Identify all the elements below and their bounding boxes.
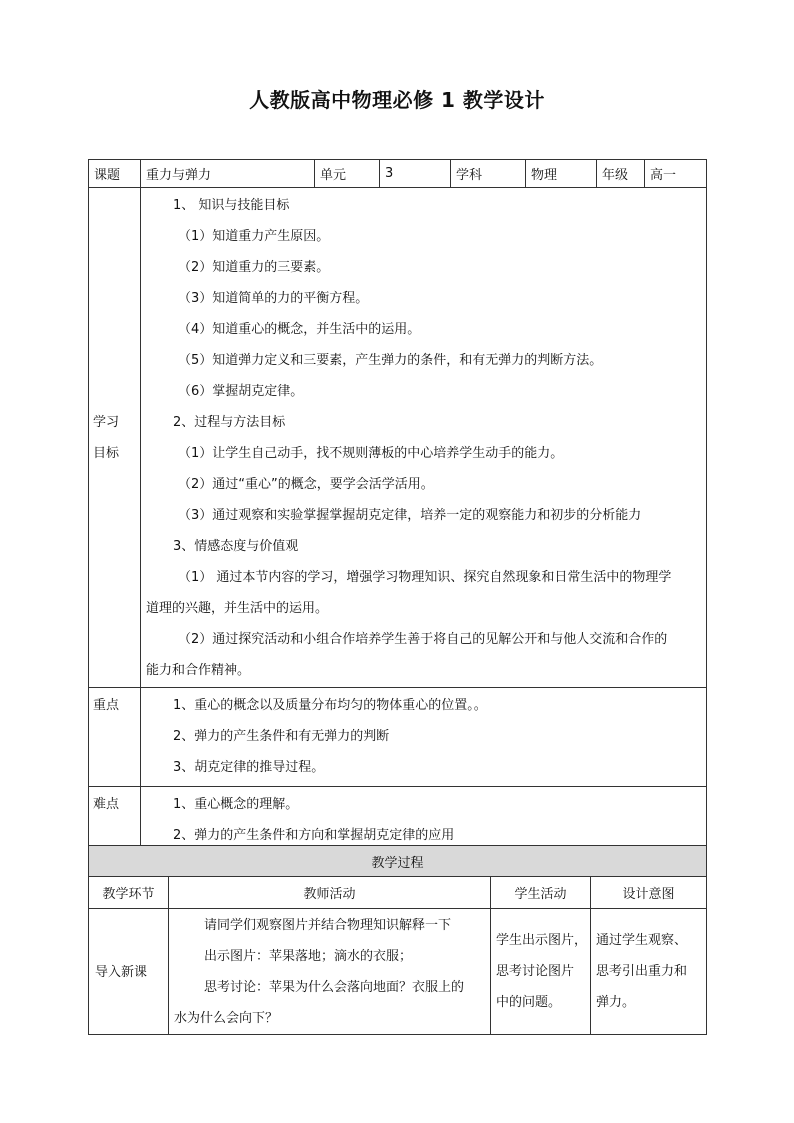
grade-value: 高一 xyxy=(645,160,707,188)
key-point-line: 2、弹力的产生条件和有无弹力的判断 xyxy=(173,729,390,744)
teacher-activity-cell xyxy=(169,909,491,1035)
key-points-row xyxy=(89,688,707,787)
process-title-row xyxy=(89,846,707,877)
header-row xyxy=(89,160,707,188)
objectives-content xyxy=(141,188,707,688)
intent-line: 通过学生观察、 xyxy=(596,933,688,948)
document-title: 人教版高中物理必修 1 教学设计 xyxy=(249,88,545,112)
difficulties-label: 难点 xyxy=(89,787,141,852)
col-intent-header: 设计意图 xyxy=(591,877,707,909)
objective-line: （6）掌握胡克定律。 xyxy=(178,384,304,399)
col-teacher-header: 教师活动 xyxy=(169,877,491,909)
objective-line: 能力和合作精神。 xyxy=(146,663,251,678)
difficulty-line: 1、重心概念的理解。 xyxy=(173,797,299,812)
topic-value: 重力与弹力 xyxy=(141,160,315,188)
col-student-header: 学生活动 xyxy=(491,877,591,909)
teaching-process-table xyxy=(88,845,707,1035)
teacher-line: 请同学们观察图片并结合物理知识解释一下 xyxy=(204,917,452,933)
objective-line: （4）知道重心的概念，并生活中的运用。 xyxy=(178,322,421,337)
student-line: 学生出示图片， xyxy=(496,933,588,948)
objective-line: （2）知道重力的三要素。 xyxy=(178,260,330,275)
objective-line: （2）通过“重心”的概念，要学会活学活用。 xyxy=(178,477,434,492)
key-point-line: 3、胡克定律的推导过程。 xyxy=(173,760,325,775)
student-line: 思考讨论图片 xyxy=(496,964,575,979)
key-point-line: 1、重心的概念以及质量分布均匀的物体重心的位置。。 xyxy=(173,698,487,713)
student-line: 中的问题。 xyxy=(496,995,562,1010)
process-row-intro xyxy=(89,909,707,1035)
process-title: 教学过程 xyxy=(89,846,707,877)
objective-line: （1）让学生自己动手，找不规则薄板的中心培养学生动手的能力。 xyxy=(178,446,564,461)
col-stage-header: 教学环节 xyxy=(89,877,169,909)
objectives-label-line2: 目标 xyxy=(93,445,120,461)
lesson-info-table xyxy=(88,159,707,852)
objective-line: 道理的兴趣，并生活中的运用。 xyxy=(146,601,329,616)
unit-label: 单元 xyxy=(315,160,380,188)
teacher-line: 思考讨论：苹果为什么会落向地面？衣服上的 xyxy=(204,979,465,995)
grade-label: 年级 xyxy=(597,160,645,188)
difficulties-row xyxy=(89,787,707,852)
intent-line: 思考引出重力和 xyxy=(596,964,688,979)
stage-text: 导入新课 xyxy=(95,965,148,980)
process-header-row xyxy=(89,877,707,909)
subject-value: 物理 xyxy=(526,160,597,188)
intent-line: 弹力。 xyxy=(596,995,636,1010)
objectives-label xyxy=(89,188,141,688)
subject-label: 学科 xyxy=(451,160,526,188)
topic-label: 课题 xyxy=(89,160,141,188)
teacher-line: 出示图片：苹果落地；滴水的衣服； xyxy=(204,948,413,964)
design-intent-cell xyxy=(591,909,707,1035)
objective-line: （1） 通过本节内容的学习，增强学习物理知识、探究自然现象和日常生活中的物理学 xyxy=(178,570,672,585)
objective-line: 1、 知识与技能目标 xyxy=(173,198,290,213)
objective-line: （2）通过探究活动和小组合作培养学生善于将自己的见解公开和与他人交流和合作的 xyxy=(178,632,668,647)
objective-line: （3）通过观察和实验掌握掌握胡克定律，培养一定的观察能力和初步的分析能力 xyxy=(178,508,642,523)
objectives-row xyxy=(89,188,707,688)
key-points-content xyxy=(141,688,707,787)
student-activity-cell xyxy=(491,909,591,1035)
stage-cell xyxy=(89,909,169,1035)
objective-line: （1）知道重力产生原因。 xyxy=(178,229,330,244)
unit-value: 3 xyxy=(380,160,451,188)
objectives-label-line1: 学习 xyxy=(93,414,120,430)
objective-line: 3、情感态度与价值观 xyxy=(173,539,299,554)
difficulty-line: 2、弹力的产生条件和方向和掌握胡克定律的应用 xyxy=(173,828,455,843)
objective-line: （3）知道简单的力的平衡方程。 xyxy=(178,291,369,306)
objective-line: 2、过程与方法目标 xyxy=(173,415,286,430)
key-points-label: 重点 xyxy=(89,688,141,787)
teacher-line: 水为什么会向下？ xyxy=(174,1010,279,1026)
objective-line: （5）知道弹力定义和三要素，产生弹力的条件，和有无弹力的判断方法。 xyxy=(178,353,603,368)
difficulties-content xyxy=(141,787,707,852)
